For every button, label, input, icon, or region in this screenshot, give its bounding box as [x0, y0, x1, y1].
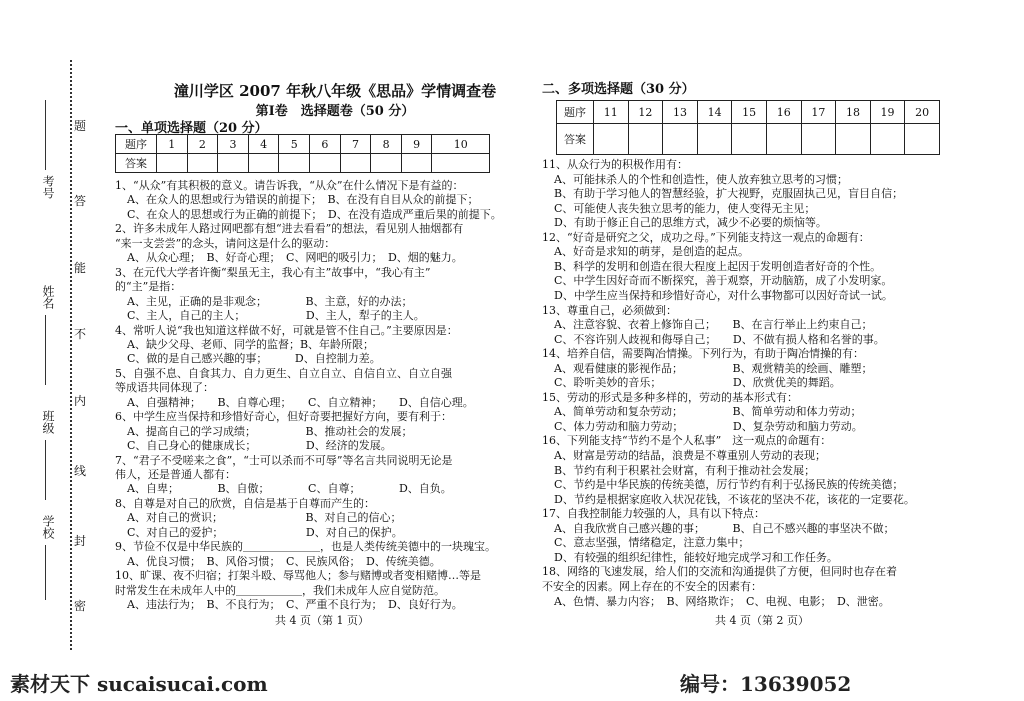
- question-line: A、缺少父母、老师、同学的监督；B、年龄所限；: [127, 337, 375, 351]
- question-line: C、自己身心的健康成长； D、经济的发展。: [127, 439, 392, 453]
- question-line: A、可能抹杀人的个性和创造性，使人放弃独立思考的习惯；: [554, 172, 848, 186]
- question-line: A、对自己的赏识； B、对自己的信心；: [127, 511, 402, 525]
- exam-number-field-line[interactable]: [45, 100, 46, 170]
- question-line: A、自我欣赏自己感兴趣的事； B、自己不感兴趣的事坚决不做；: [554, 521, 895, 535]
- question-line: 伟人，还是普通人都有：: [115, 468, 236, 481]
- question-line: A、自强精神； B、自尊心理； C、自立精神； D、自信心理。: [127, 395, 474, 409]
- answer-cell[interactable]: [432, 154, 490, 173]
- binding-char: 密: [74, 599, 87, 613]
- question-line: 8、自尊是对自己的欣赏，自信是基于自尊而产生的：: [115, 496, 375, 510]
- name-label: 姓名: [41, 285, 55, 309]
- table-number-cell: 15: [732, 101, 767, 124]
- question-line: 5、自强不息、自食其力、自力更生、自立自立、自信自立、自立自强: [115, 366, 452, 380]
- question-line: C、聆听美妙的音乐； D、欣赏优美的舞蹈。: [554, 376, 841, 390]
- question-line: 不安全的因素。网上存在的不安全的因素有：: [542, 579, 762, 593]
- answer-cell[interactable]: [340, 154, 371, 173]
- table-number-cell: 11: [594, 101, 629, 124]
- table-number-cell: 14: [697, 101, 732, 124]
- name-field-line[interactable]: [45, 315, 46, 385]
- table-header-cell: 答案: [116, 154, 157, 173]
- question-line: 13、尊重自己，必须做到：: [542, 303, 677, 317]
- question-line: A、在众人的思想或行为错误的前提下； B、在没有自目从众的前提下；: [127, 193, 479, 207]
- page-number-left: 共 4 页（第 1 页）: [275, 614, 369, 627]
- question-line: B、有助于学习他人的智慧经验，扩大视野，克服固执己见，盲目自信；: [554, 187, 904, 201]
- section1-heading: 一、单项选择题（20 分）: [115, 121, 268, 136]
- question-line: 9、节俭不仅是中华民族的＿＿＿＿＿＿＿，也是人类传统美德中的一块瑰宝。: [115, 540, 496, 554]
- answer-cell[interactable]: [628, 124, 663, 155]
- question-line: 等成语共同体现了：: [115, 381, 214, 395]
- question-line: A、从众心理； B、好奇心理； C、网吧的吸引力； D、烟的魅力。: [127, 251, 463, 265]
- table-header-cell: 答案: [557, 124, 594, 155]
- question-line: 6、中学生应当保持和珍惜好奇心，但好奇要把握好方向，要有利于：: [115, 410, 452, 424]
- table-number-cell: 20: [905, 101, 940, 124]
- binding-char: 题: [74, 119, 87, 133]
- question-line: C、意志坚强，情绪稳定，注意力集中；: [554, 536, 750, 550]
- question-line: 1、“从众”有其积极的意义。请告诉我，“从众”在什么情况下是有益的：: [115, 179, 464, 192]
- binding-dotted-line: [70, 60, 72, 650]
- answer-cell[interactable]: [594, 124, 629, 155]
- table-number-cell: 18: [836, 101, 871, 124]
- answer-cell[interactable]: [371, 154, 402, 173]
- answer-cell[interactable]: [697, 124, 732, 155]
- section2-heading: 二、多项选择题（30 分）: [542, 82, 695, 97]
- class-field-line[interactable]: [45, 440, 46, 500]
- question-line: 15、劳动的形式是多种多样的，劳动的基本形式有：: [542, 390, 798, 404]
- binding-char: 不: [74, 327, 87, 341]
- answer-table-1: [115, 134, 490, 173]
- question-line: C、做的是自己感兴趣的事； D、自控制力差。: [127, 352, 381, 366]
- exam-title: 潼川学区 2007 年秋八年级《思品》学情调查卷: [173, 82, 497, 100]
- binding-char: 答: [74, 194, 87, 208]
- question-line: C、对自己的爱护； D、对自己的保护。: [127, 525, 403, 539]
- school-label: 学校: [41, 515, 55, 539]
- table-number-cell: 2: [187, 135, 218, 154]
- question-line: B、节约有利于积累社会财富，有利于推动社会发展；: [554, 463, 816, 477]
- answer-cell[interactable]: [663, 124, 698, 155]
- question-line: B、科学的发明和创造在很大程度上起因于发明创造者好奇的个性。: [554, 259, 882, 273]
- answer-cell[interactable]: [187, 154, 218, 173]
- table-number-cell: 8: [371, 135, 402, 154]
- school-field-line[interactable]: [45, 545, 46, 600]
- class-label: 班级: [41, 410, 55, 434]
- binding-char: 能: [74, 261, 87, 275]
- question-line: A、主见，正确的是非观念； B、主意，好的办法；: [127, 294, 413, 308]
- question-line: 11、从众行为的积极作用有：: [542, 158, 688, 171]
- answer-cell[interactable]: [836, 124, 871, 155]
- binding-char: 封: [74, 534, 87, 548]
- table-number-cell: 13: [663, 101, 698, 124]
- question-line: 2、许多未成年人路过网吧都有想“进去看看”的想法，看见别人抽烟都有: [115, 222, 464, 236]
- question-line: A、优良习惯； B、风俗习惯； C、民族风俗； D、传统美德。: [127, 554, 441, 568]
- binding-char: 线: [74, 464, 87, 478]
- answer-cell[interactable]: [218, 154, 249, 173]
- question-line: “来一支尝尝”的念头，请问这是什么的驱动：: [115, 236, 336, 250]
- answer-cell[interactable]: [279, 154, 310, 173]
- table-number-cell: 6: [310, 135, 341, 154]
- table-header-cell: 题序: [557, 101, 594, 124]
- answer-cell[interactable]: [248, 154, 279, 173]
- question-line: 的“主”是指：: [115, 280, 182, 294]
- answer-cell[interactable]: [801, 124, 836, 155]
- question-line: C、可能使人丧失独立思考的能力，使人变得无主见；: [554, 201, 816, 215]
- question-line: 18、网络的飞速发展，给人们的交流和沟通提供了方便，但同时也存在着: [542, 565, 897, 579]
- answer-table-2: [556, 100, 940, 155]
- question-line: D、中学生应当保持和珍惜好奇心，对什么事物都可以因好奇试一试。: [554, 288, 893, 302]
- table-number-cell: 7: [340, 135, 371, 154]
- page-number-right: 共 4 页（第 2 页）: [715, 614, 809, 627]
- question-line: 12、“好奇是研究之父，成功之母。”下列能支持这一观点的命题有：: [542, 230, 870, 244]
- question-line: A、好奇是求知的萌芽，是创造的起点。: [554, 245, 749, 259]
- table-number-cell: 3: [218, 135, 249, 154]
- answer-cell[interactable]: [310, 154, 341, 173]
- answer-cell[interactable]: [766, 124, 801, 155]
- question-line: A、提高自己的学习成绩； B、推动社会的发展；: [127, 424, 413, 438]
- exam-number-label: 考号: [41, 175, 55, 199]
- exam-subtitle: 第Ⅰ卷 选择题卷（50 分）: [255, 104, 415, 119]
- binding-char: 内: [74, 394, 87, 408]
- answer-cell[interactable]: [905, 124, 940, 155]
- answer-cell[interactable]: [732, 124, 767, 155]
- question-line: D、节约是根据家庭收入状况花钱，不该花的坚决不花，该花的一定要花。: [554, 492, 915, 506]
- question-line: 时常发生在未成年人中的＿＿＿＿＿＿，我们未成年人应自觉防范。: [115, 583, 445, 597]
- question-line: 3、在元代大学者许衡“梨虽无主，我心有主”故事中，“我心有主”: [115, 265, 431, 279]
- answer-cell[interactable]: [870, 124, 905, 155]
- table-number-cell: 17: [801, 101, 836, 124]
- table-number-cell: 16: [766, 101, 801, 124]
- table-number-cell: 1: [157, 135, 188, 154]
- question-line: C、体力劳动和脑力劳动； D、复杂劳动和脑力劳动。: [554, 419, 863, 433]
- question-line: C、节约是中华民族的传统美德，厉行节约有利于弘扬民族的传统美德；: [554, 478, 904, 492]
- question-line: 4、常听人说“我也知道这样做不好，可就是管不住自己。”主要原因是：: [115, 323, 458, 337]
- question-line: A、简单劳动和复杂劳动； B、简单劳动和体力劳动；: [554, 405, 862, 419]
- table-number-cell: 12: [628, 101, 663, 124]
- question-line: C、主人，自己的主人； D、主人，犁子的主人。: [127, 309, 425, 323]
- answer-cell[interactable]: [401, 154, 432, 173]
- question-line: 17、自我控制能力较强的人，具有以下特点：: [542, 507, 765, 521]
- question-line: A、色情、暴力内容； B、网络欺诈； C、电视、电影； D、泄密。: [554, 594, 890, 608]
- question-line: 10、旷课、夜不归宿；打架斗殴、辱骂他人；参与赌博或者变相赌博…等是: [115, 569, 481, 583]
- table-number-cell: 4: [248, 135, 279, 154]
- question-line: A、财富是劳动的结晶，浪费是不尊重别人劳动的表现；: [554, 449, 826, 462]
- question-line: A、自卑； B、自傲； C、自尊； D、自负。: [127, 482, 452, 496]
- question-line: C、在众人的思想或行为正确的前提下； D、在没有造成严重后果的前提下。: [127, 207, 502, 221]
- question-line: D、有较强的组织纪律性，能较好地完成学习和工作任务。: [554, 550, 838, 564]
- question-line: A、注意容貌、衣着上修饰自己； B、在言行举止上约束自己；: [554, 318, 873, 332]
- table-header-cell: 题序: [116, 135, 157, 154]
- table-number-cell: 5: [279, 135, 310, 154]
- question-line: C、不容许别人歧视和侮辱自己； D、不做有损人格和名誉的事。: [554, 332, 885, 346]
- watermark-logo: 素材天下 sucaisucai.com: [10, 672, 268, 696]
- question-line: D、有助于修正自己的思维方式，减少不必要的烦恼等。: [554, 216, 827, 230]
- question-line: A、违法行为； B、不良行为； C、严重不良行为； D、良好行为。: [127, 598, 463, 612]
- question-line: C、中学生因好奇而不断探究，善于观察，开动脑筋，成了小发明家。: [554, 274, 893, 288]
- watermark-id: 编号：13639052: [680, 672, 852, 696]
- table-number-cell: 19: [870, 101, 905, 124]
- question-line: 16、下列能支持“节约不是个人私事” 这一观点的命题有：: [542, 434, 832, 448]
- table-number-cell: 9: [401, 135, 432, 154]
- answer-cell[interactable]: [157, 154, 188, 173]
- question-line: A、观看健康的影视作品； B、观赏精美的绘画、雕塑；: [554, 361, 873, 375]
- question-line: 14、培养自信，需要陶冶情操。下列行为，有助于陶冶情操的有：: [542, 347, 864, 361]
- question-line: 7、“君子不受嗟来之食”，“士可以杀而不可辱”等名言共同说明无论是: [115, 453, 453, 467]
- table-number-cell: 10: [432, 135, 490, 154]
